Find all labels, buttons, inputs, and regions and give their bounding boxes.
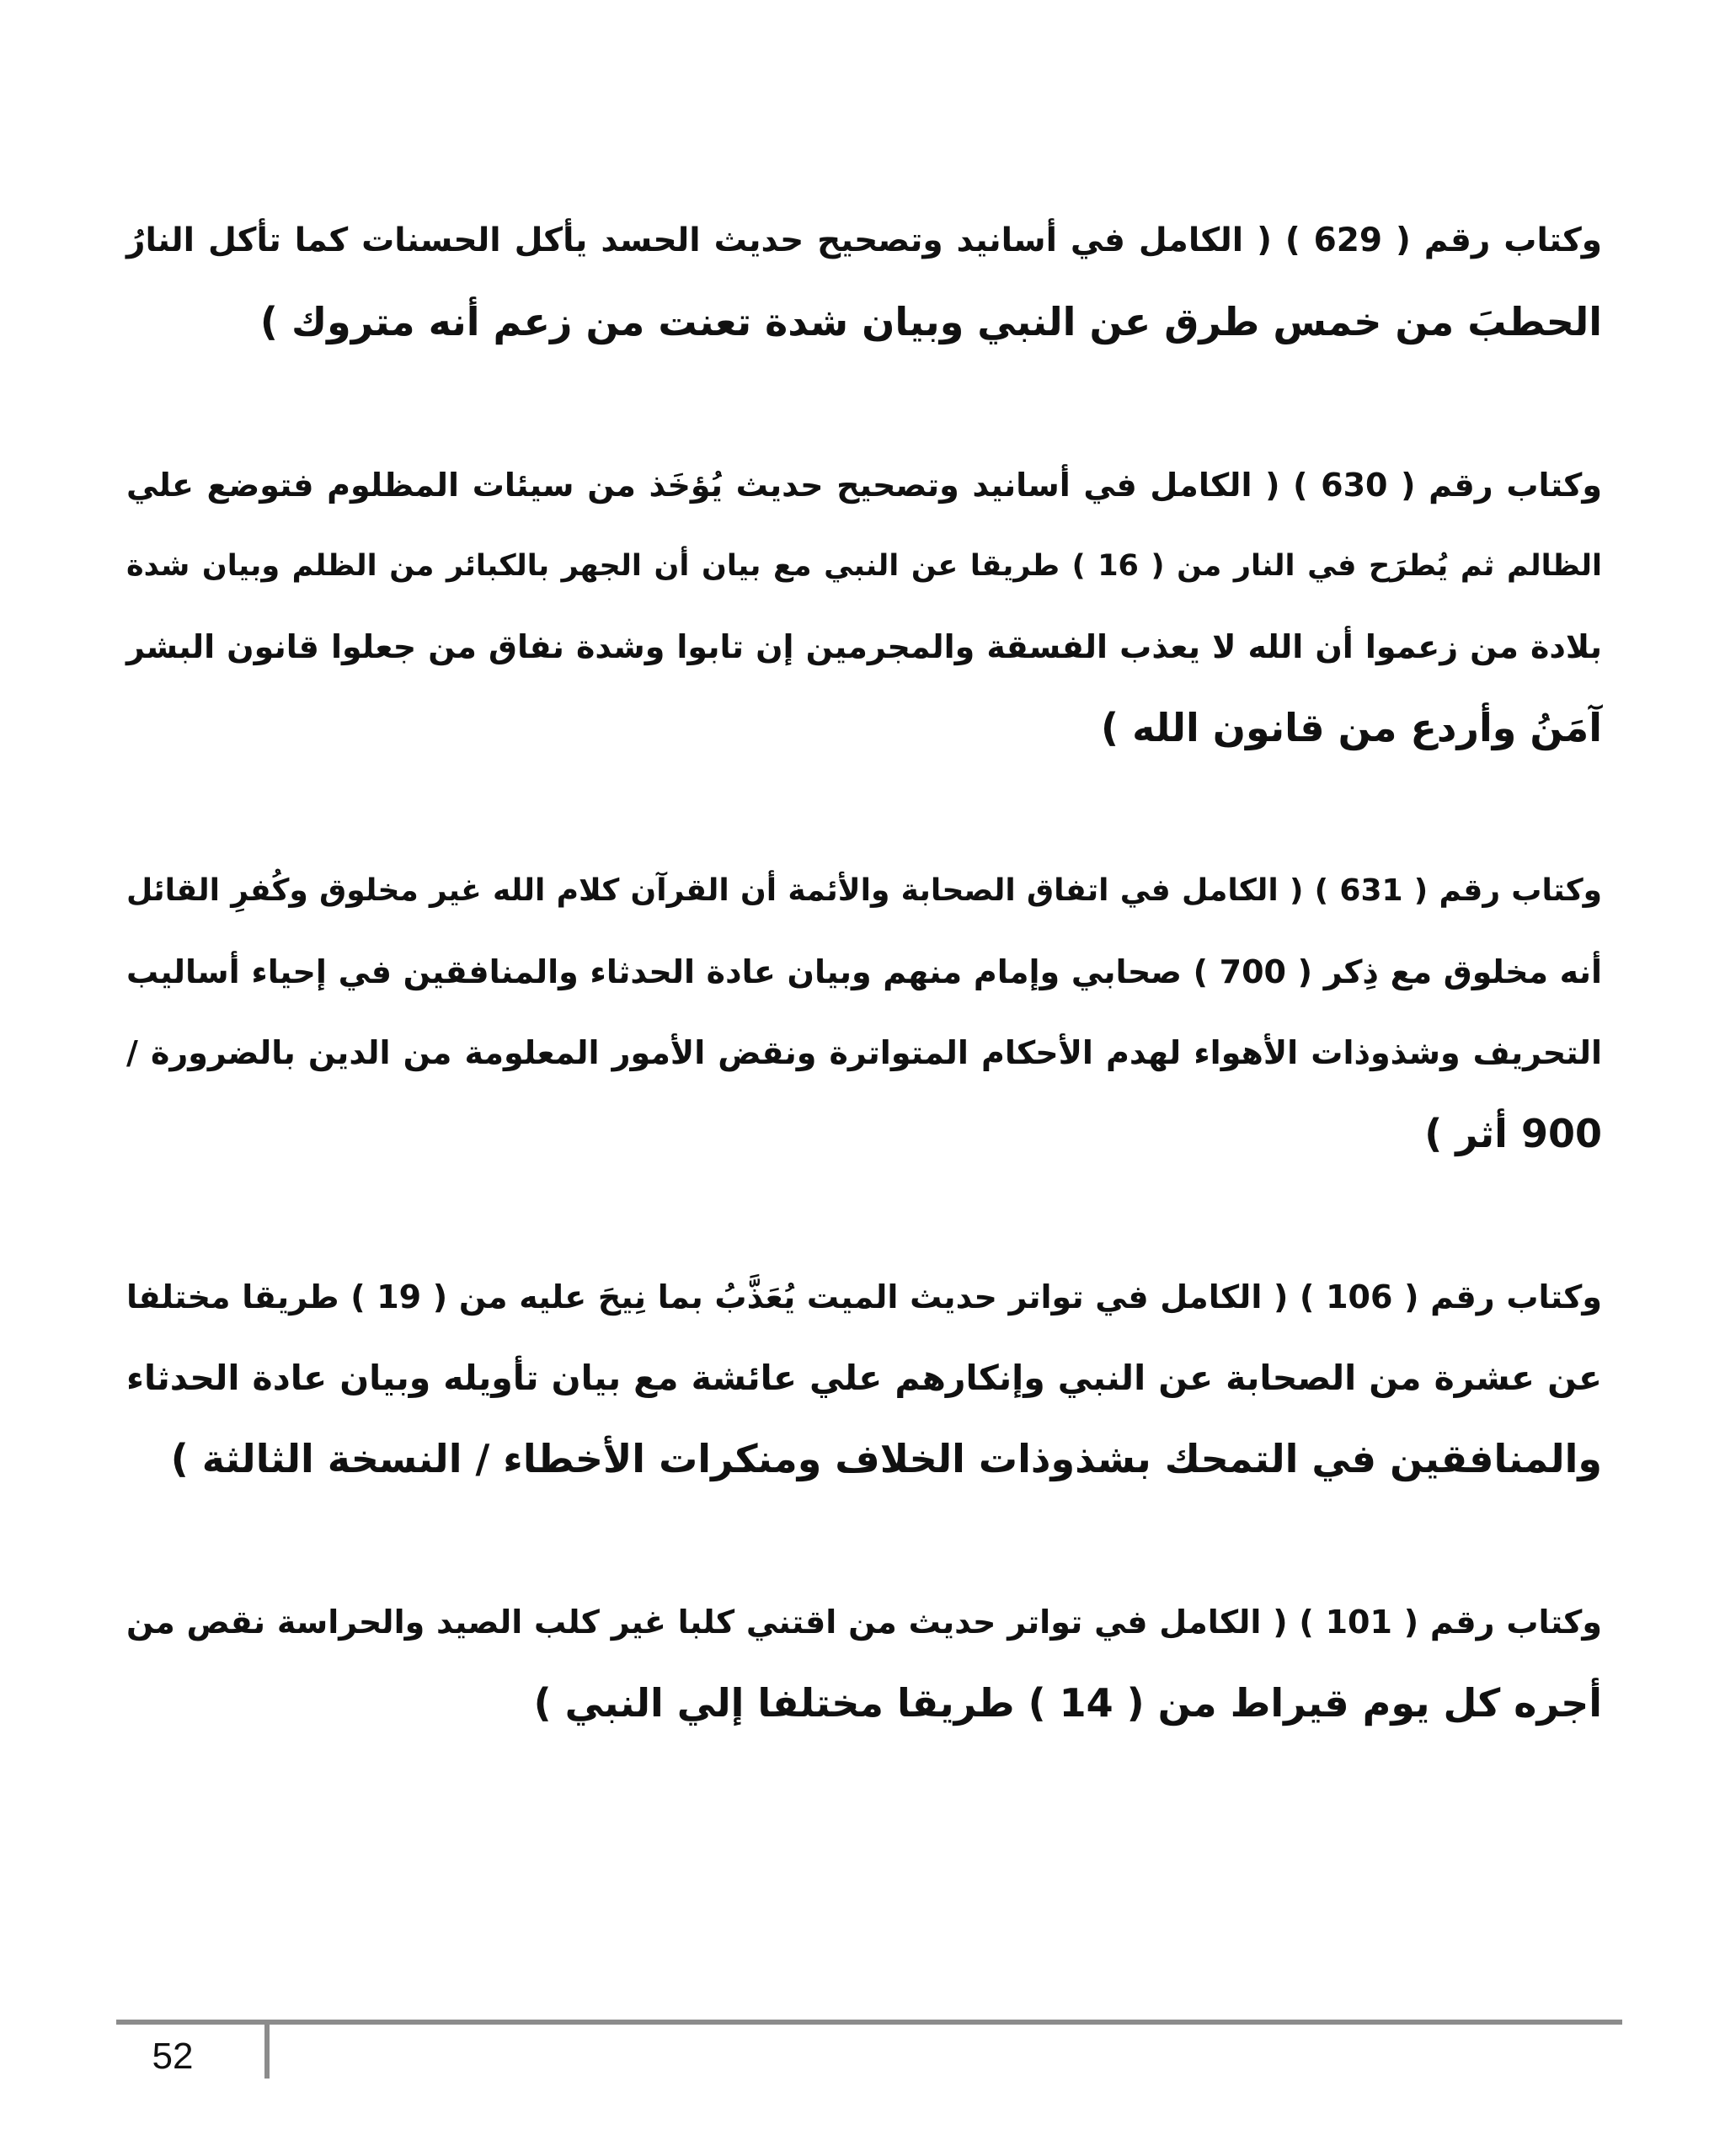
book-entry-101 [126, 1582, 1602, 1743]
entry-text-line: عن عشرة من الصحابة عن النبي وإنكارهم علي عائشة مع بيان تأويله وبيان عادة الحدثاء [126, 1358, 1602, 1398]
page-body [126, 200, 1602, 1826]
entry-text-line: الظالم ثم يُطرَح في النار من ( 16 ) طريقا عن النبي مع بيان أن الجهر بالكبائر من الظلم وبيان شدة [126, 549, 1602, 583]
book-entry-106 [126, 1257, 1602, 1499]
page-number: 52 [152, 2036, 194, 2077]
entry-text-line: وكتاب رقم ( 631 ) ( الكامل في اتفاق الصحابة والأئمة أن القرآن كلام الله غير مخلوق وكُفرِ القائل [126, 873, 1603, 908]
entry-text-line: بلادة من زعموا أن الله لا يعذب الفسقة والمجرمين إن تابوا وشدة نفاق من جعلوا قانون البشر [126, 628, 1602, 665]
book-entry-629 [126, 200, 1602, 362]
entry-text-line: أجره كل يوم قيراط من ( 14 ) طريقا مختلفا إلي النبي ) [533, 1680, 1602, 1726]
entry-text-line: وكتاب رقم ( 106 ) ( الكامل في تواتر حديث الميت يُعَذَّبُ بما نِيحَ عليه من ( 19 ) طريقا مختلفا [126, 1278, 1602, 1315]
entry-text-line: آمَنُ وأردع من قانون الله ) [1101, 705, 1602, 750]
entry-text-line: أنه مخلوق مع ذِكر ( 700 ) صحابي وإمام منهم وبيان عادة الحدثاء والمنافقين في إحياء أساليب [126, 953, 1602, 990]
entry-text-line: وكتاب رقم ( 629 ) ( الكامل في أسانيد وتصحيح حديث الحسد يأكل الحسنات كما تأكل النارُ [126, 221, 1602, 259]
entry-text-line: الحطبَ من خمس طرق عن النبي وبيان شدة تعنت من زعم أنه متروك ) [259, 299, 1602, 344]
footer-divider [116, 2020, 1622, 2025]
entry-text-line: التحريف وشذوذات الأهواء لهدم الأحكام المتواترة ونقض الأمور المعلومة من الدين بالضرورة / [126, 1034, 1602, 1071]
book-entry-631 [126, 851, 1602, 1174]
entry-text-line: وكتاب رقم ( 101 ) ( الكامل في تواتر حديث من اقتني كلبا غير كلب الصيد والحراسة نقص من [126, 1604, 1603, 1641]
book-entry-630 [126, 445, 1602, 768]
footer-divider-tick [264, 2020, 270, 2079]
entry-text-line: وكتاب رقم ( 630 ) ( الكامل في أسانيد وتصحيح حديث يُؤخَذ من سيئات المظلوم فتوضع علي [126, 467, 1603, 504]
entry-text-line: 900 أثر ) [1424, 1111, 1602, 1156]
entry-text-line: والمنافقين في التمحك بشذوذات الخلاف ومنكرات الأخطاء / النسخة الثالثة ) [170, 1436, 1602, 1481]
